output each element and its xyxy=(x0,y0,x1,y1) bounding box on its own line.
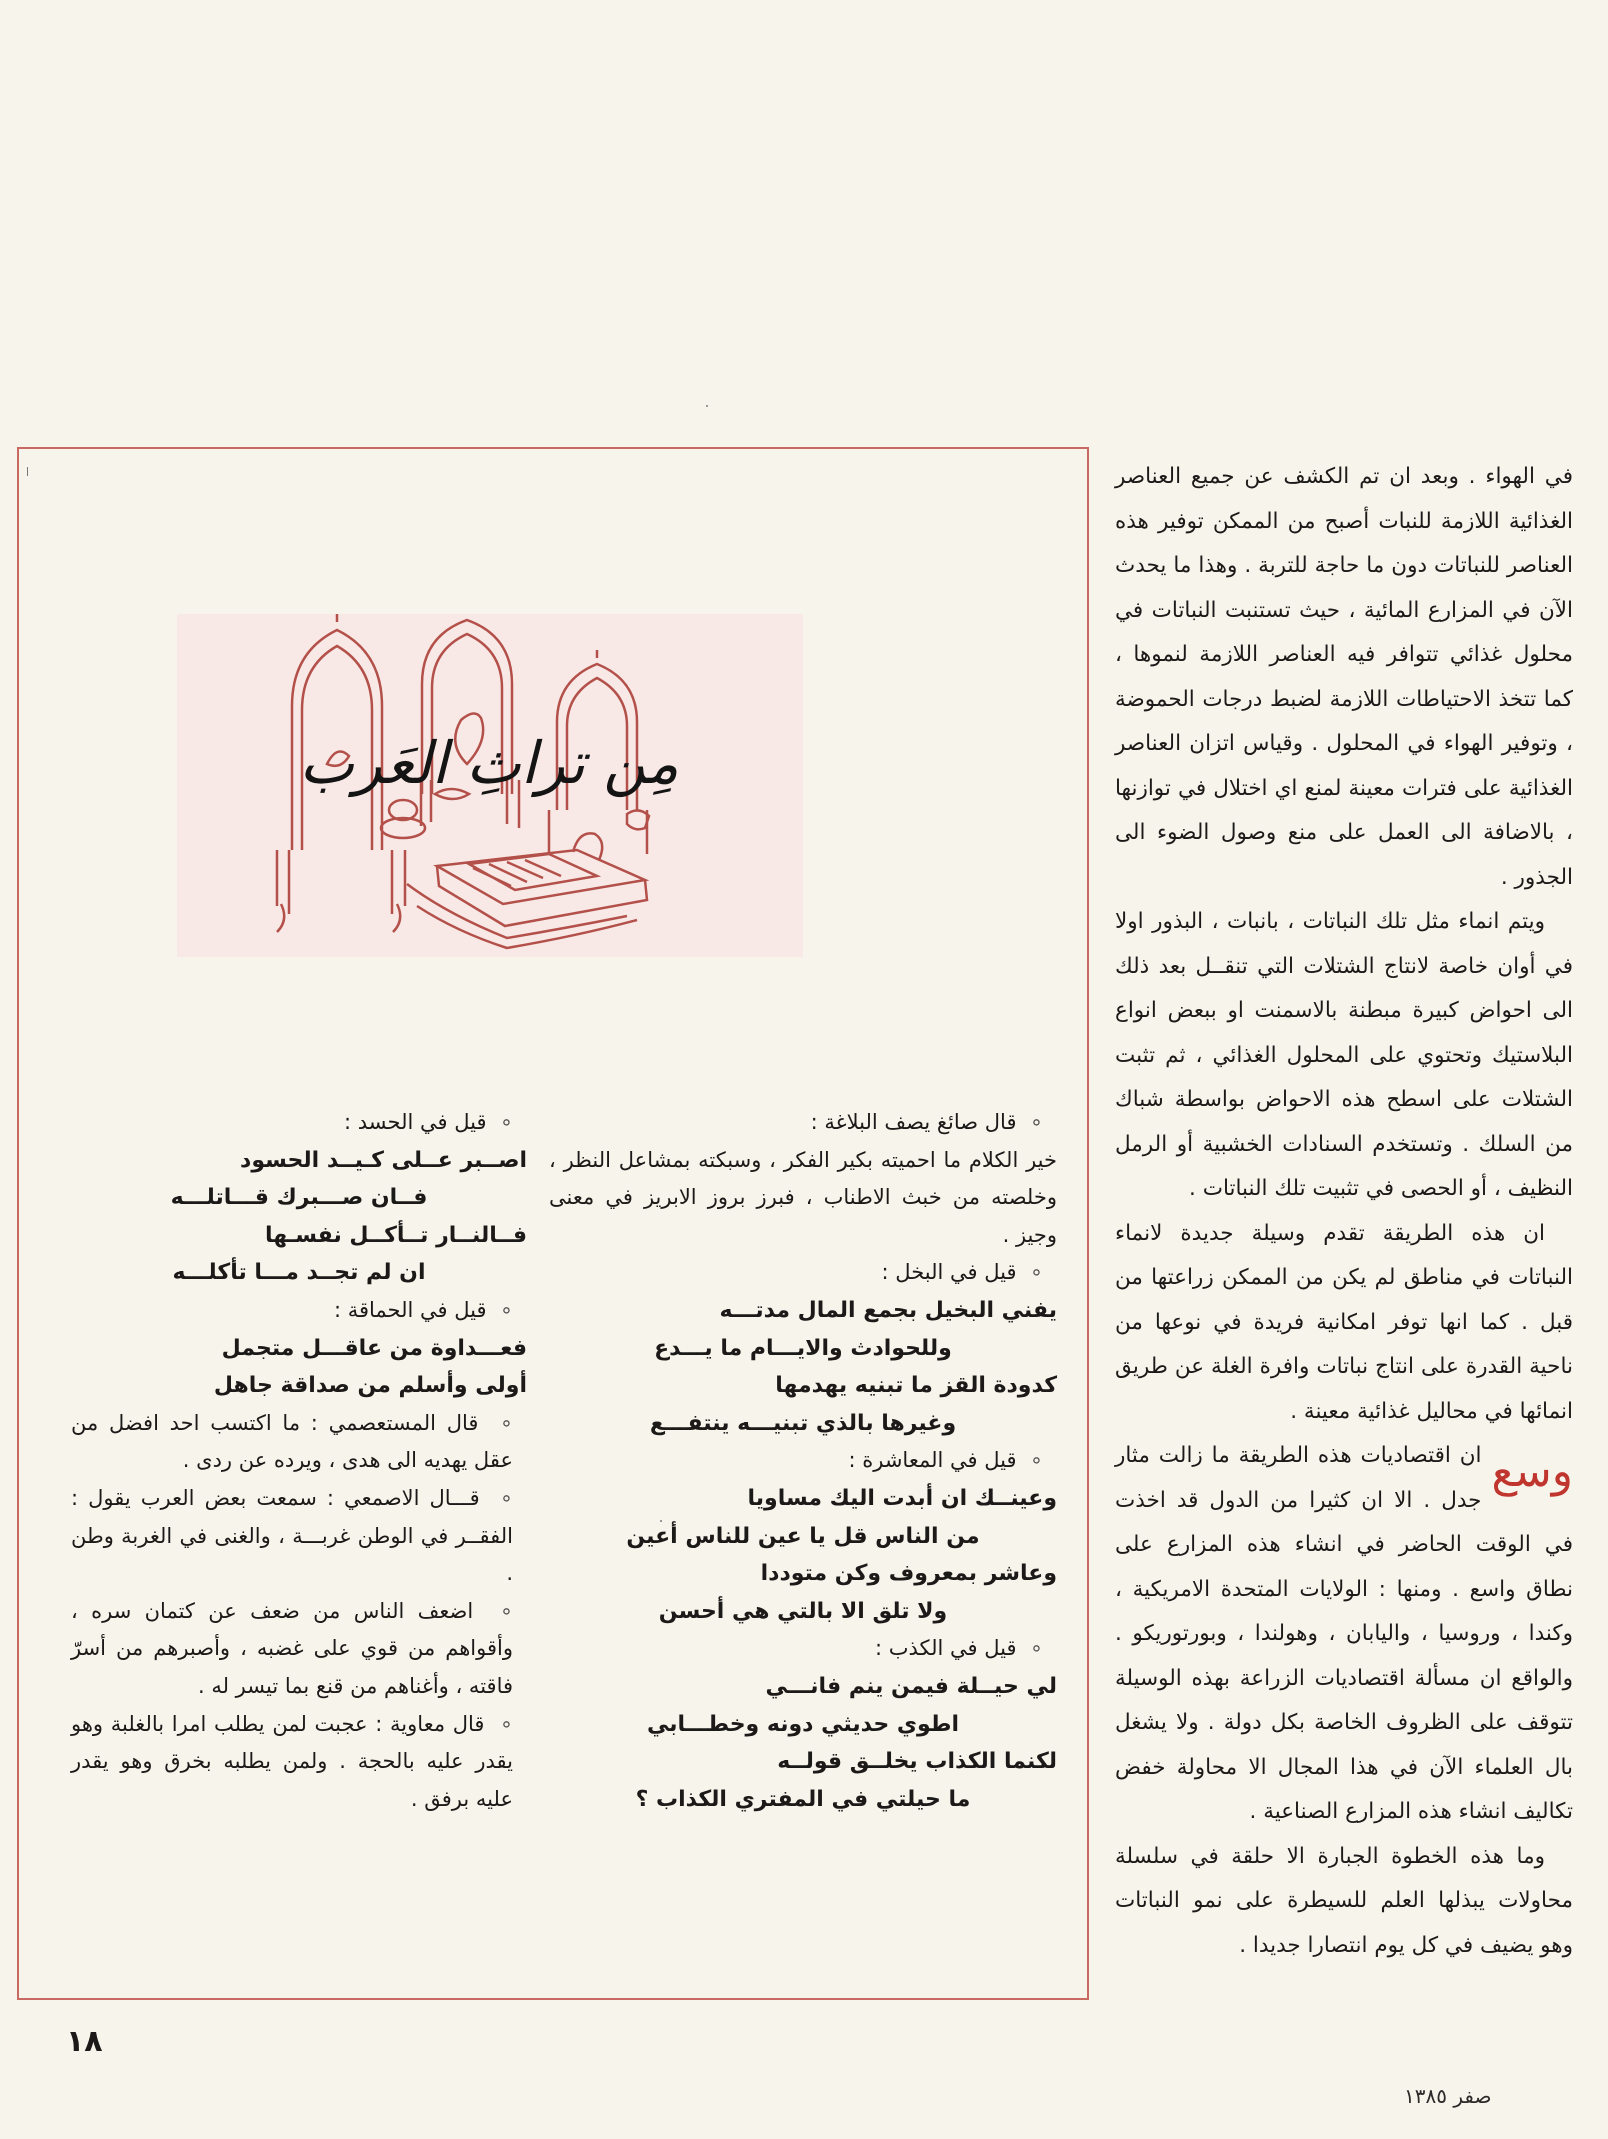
verse-line: وغيرها بالذي تبنيـــه ينتفـــع xyxy=(649,1410,957,1436)
article-paragraph: ان هذه الطريقة تقدم وسيلة جديدة لانماء النباتات في مناطق لم يكن من الممكن زراعتها من قبل . كما انها توفر امكانية فريدة في نوعها من ناحية القدرة على انتاج نباتات وافرة الغلة عن طريق انمائها في محاليل غذائية معينة . xyxy=(1115,1220,1573,1424)
verse-line: أولى وأسلم من صداقة جاهل xyxy=(213,1373,527,1399)
heritage-column-middle xyxy=(549,1104,1057,1818)
issue-date-footer: صفر ١٣٨٥ xyxy=(1404,2084,1492,2108)
paper-speck xyxy=(706,405,708,407)
verse-line: وعاشر بمعروف وكن متوددا xyxy=(760,1561,1057,1587)
quote-heading: ∘ قال صائغ يصف البلاغة : xyxy=(549,1104,1057,1142)
verse-line: اصــبر عــلى كـيــد الحسود xyxy=(240,1147,527,1173)
quote-prose: ∘ قـــال الاصمعي : سمعت بعض العرب يقول : الفقــر في الوطن غربـــة ، والغنى في الغربة وطن . xyxy=(71,1480,527,1593)
page-number: ١٨ xyxy=(66,2024,103,2059)
quote-prose: ∘ قال المستعصمي : ما اكتسب احد افضل من عقل يهديه الى هدى ، ويرده عن ردى . xyxy=(71,1405,527,1480)
article-paragraph: في الهواء . وبعد ان تم الكشف عن جميع العناصر الغذائية اللازمة للنبات أصبح من الممكن توفير هذه العناصر للنباتات دون ما حاجة للتربة . وهذا ما يحدث الآن في المزارع المائية ، حيث تستنبت النباتات في محلول غذائي تتوافر فيه العناصر اللازمة لنموها ، كما تتخذ الاحتياطات اللازمة لضبط درجات الحموضة ، وتوفير الهواء في المحلول . وقياس اتزان العناصر الغذائية على فترات معينة لمنع اي اختلال في توازنها ، بالاضافة الى العمل على منع وصول الضوء الى الجذور . xyxy=(1115,464,1573,890)
article-paragraph: وما هذه الخطوة الجبارة الا حلقة في سلسلة محاولات يبذلها العلم للسيطرة على نمو النباتات وهو يضيف في كل يوم انتصارا جديدا . xyxy=(1115,1843,1573,1958)
quote-prose: ∘ قال معاوية : عجبت لمن يطلب امرا بالغلبة وهو يقدر عليه بالحجة . ولمن يطلبه بخرق وهو يقدر عليه برفق . xyxy=(71,1706,527,1819)
verse-line: اطوي حديثي دونه وخطـــابي xyxy=(646,1711,960,1737)
verse-line: ان لم تجــد مـــا تأكلـــه xyxy=(172,1260,426,1286)
quote-prose: خير الكلام ما احميته بكير الفكر ، وسبكته بمشاعل النظر ، وخلصته من خبث الاطناب ، فبرز بروز الابريز في معنى وجيز . xyxy=(549,1147,1057,1247)
verse-line: ما حيلتي في المفتري الكذاب ؟ xyxy=(635,1786,971,1812)
article-paragraph: ان اقتصاديات هذه الطريقة ما زالت مثار جدل . الا ان كثيرا من الدول قد اخذت في الوقت الحاضر في انشاء هذه المزارع على نطاق واسع . ومنها : الولايات المتحدة الامريكية ، وكندا ، وروسيا ، واليابان ، وهولندا ، وبورتوريكو . والواقع ان مسألة اقتصاديات الزراعة بهذه الوسيلة تتوقف على الظروف الخاصة بكل دولة . ولا يشغل بال العلماء الآن في هذا المجال الا محاولة خفض تكاليف انشاء هذه المزارع الصناعية . xyxy=(1115,1443,1573,1824)
quote-heading: ∘ قيل في المعاشرة : xyxy=(549,1442,1057,1480)
verse-line: فعـــداوة من عاقـــل متجمل xyxy=(221,1335,527,1361)
section-title: مِن تراثِ العَرب xyxy=(299,729,679,797)
verse-line: من الناس قل يا عين للناس أعين xyxy=(626,1523,980,1549)
verse-line: ولا تلق الا بالتي هي أحسن xyxy=(658,1598,948,1624)
quote-prose: ∘ اضعف الناس من ضعف عن كتمان سره ، وأقواهم من قوي على غضبه ، وأصبرهم من أسرّ فاقته ، وأغناهم من قنع بما تيسر له . xyxy=(71,1593,527,1706)
verse-line: كدودة القز ما تبنيه يهدمها xyxy=(775,1373,1057,1399)
verse-line: فــالنــار تــأكــل نفسـها xyxy=(264,1222,527,1248)
verse-line: وعينــك ان أبدت اليك مساويا xyxy=(747,1485,1057,1511)
verse-line: يفني البخيل بجمع المال مدتـــه xyxy=(719,1297,1057,1323)
verse-line: وللحوادث والايـــام ما يـــدع xyxy=(654,1335,952,1361)
article-continuation-column xyxy=(1115,455,1573,1968)
registration-mark xyxy=(27,467,28,476)
verse-line: فــان صـــبرك قـــاتلـــه xyxy=(170,1185,428,1211)
article-paragraph-with-mark xyxy=(1115,1434,1573,1835)
quote-heading: ∘ قيل في الحسد : xyxy=(71,1104,527,1142)
section-mark: وسع xyxy=(1491,1446,1573,1497)
verse-line: لكنما الكذاب يخلــق قولــه xyxy=(777,1749,1057,1775)
quote-heading: ∘ قيل في الكذب : xyxy=(549,1630,1057,1668)
quote-heading: ∘ قيل في البخل : xyxy=(549,1254,1057,1292)
verse-line: لي حيــلة فيمن ينم فانـــي xyxy=(765,1673,1057,1699)
article-paragraph: ويتم انماء مثل تلك النباتات ، بانبات ، البذور اولا في أوان خاصة لانتاج الشتلات التي تنقــل بعد ذلك الى احواض كبيرة مبطنة بالاسمنت او ببعض انواع البلاستيك وتحتوي على المحلول الغذائي ، ثم تثبت الشتلات على اسطح هذه الاحواض بواسطة شباك من السلك . وتستخدم السنادات الخشبية أو الرمل النظيف ، أو الحصى في تثبيت تلك النباتات . xyxy=(1115,909,1573,1201)
paper-speck xyxy=(660,1520,662,1522)
quote-heading: ∘ قيل في الحماقة : xyxy=(71,1292,527,1330)
heritage-column-left xyxy=(71,1104,527,1818)
heritage-box xyxy=(17,447,1089,2000)
